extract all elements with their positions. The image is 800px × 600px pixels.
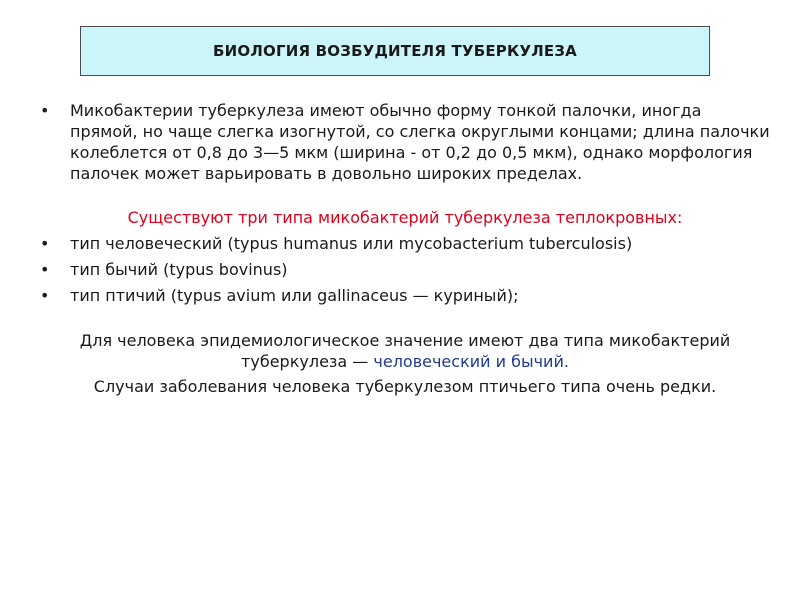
list-item-human-type	[40, 233, 770, 254]
significance-highlight: человеческий и бычий.	[373, 352, 569, 371]
bullet-icon: •	[40, 101, 50, 120]
significance-paragraph	[40, 330, 770, 372]
morphology-text: Микобактерии туберкулеза имеют обычно форму тонкой палочки, иногда прямой, но чаще слегка изогнутой, со слегка округлыми концами; длина палочки колеблется от 0,8 до 3—5 мкм (ширина - от 0,2 до 0,5 мкм), однако морфология палочек может варьировать в довольно широких пределах.	[70, 101, 770, 183]
bullet-icon: •	[40, 234, 50, 253]
bullet-icon: •	[40, 260, 50, 279]
list-item-avian-type	[40, 285, 770, 306]
type-text: тип птичий (typus avium или gallinaceus — куриный);	[70, 286, 519, 305]
list-item-bovine-type	[40, 259, 770, 280]
rare-cases-paragraph: Случаи заболевания человека туберкулезом птичьего типа очень редки.	[93, 377, 717, 396]
slide-content	[40, 100, 770, 397]
types-heading: Существуют три типа микобактерий туберкулеза теплокровных:	[127, 208, 683, 227]
type-text: тип бычий (typus bovinus)	[70, 260, 288, 279]
slide-title: БИОЛОГИЯ ВОЗБУДИТЕЛЯ ТУБЕРКУЛЕЗА	[213, 42, 577, 60]
title-box	[80, 26, 710, 76]
significance-text: Для человека эпидемиологическое значение имеют два типа микобактерий туберкулеза —	[79, 331, 731, 371]
morphology-paragraph	[40, 100, 770, 184]
type-text: тип человеческий (typus humanus или mycobacterium tuberculosis)	[70, 234, 633, 253]
bullet-icon: •	[40, 286, 50, 305]
